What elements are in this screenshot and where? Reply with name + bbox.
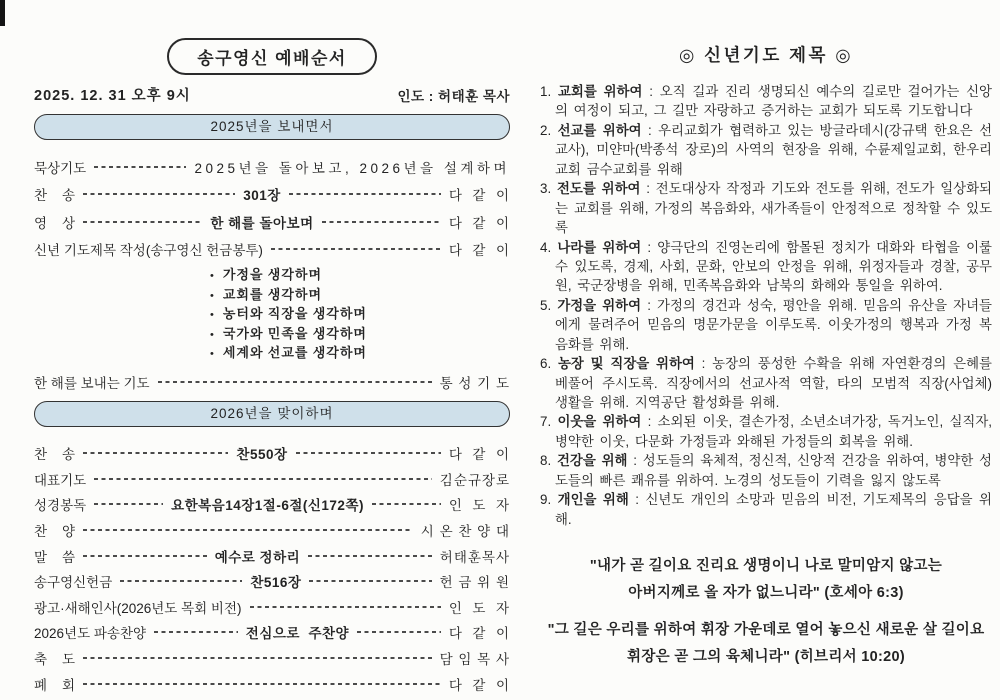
order-item-assignee: 인 도 자 (448, 600, 510, 616)
dash-leader (83, 221, 202, 223)
topic-number: 3. (540, 181, 557, 197)
reflection-bullet (210, 344, 510, 364)
reflection-bullet (210, 266, 510, 286)
order-item-assignee: 다 같 이 (448, 188, 510, 204)
section-banner-2026: 2026년을 맞이하며 (34, 401, 510, 427)
topic-body: : 오직 길과 진리 생명되신 예수의 길로만 걸어가는 신앙의 여정이 되고, 그 길만 자랑하고 증거하는 교회가 되도록 기도합니다 (555, 84, 992, 119)
page-title-text: 송구영신 예배순서 (197, 49, 347, 68)
order-item-detail: 301장 (243, 188, 281, 204)
topic-number: 9. (540, 492, 558, 508)
order-item-label: 2026년도 파송찬양 (34, 626, 147, 642)
topic-number: 7. (540, 414, 558, 430)
order-item (34, 368, 510, 396)
topic-body: : 신년도 개인의 소망과 믿음의 비전, 기도제목의 응답을 위해. (555, 492, 992, 527)
scripture-quote-2 (540, 617, 992, 671)
topic-number: 1. (540, 84, 558, 99)
order-item (34, 236, 510, 264)
dash-leader (250, 606, 441, 608)
prayer-topic (540, 121, 992, 179)
page-title (167, 38, 377, 75)
topic-body: : 가정의 경건과 성숙, 평안을 위해. 믿음의 유산을 자녀들에게 물려주어 믿음의 명문가문을 이루도록. 이웃가정의 행복과 가정 복음화를 위해. (555, 297, 992, 352)
bullet-icon: • (210, 270, 215, 282)
bullet-icon: • (210, 309, 215, 322)
prayer-topic-list (540, 82, 992, 529)
order-item-label: 찬 양 (34, 524, 76, 540)
worship-order-column (34, 38, 510, 696)
dash-leader (120, 580, 242, 582)
order-item-label: 영 상 (34, 215, 76, 231)
bullet-icon: • (210, 328, 215, 341)
prayer-topic (540, 238, 992, 296)
dash-leader (154, 631, 238, 633)
section-banner-2025: 2025년을 보내면서 (34, 114, 510, 140)
bullet-label: 가정을 생각하며 (222, 267, 323, 282)
order-item-assignee: 담 임 목 사 (439, 652, 510, 668)
quote-line: "그 길은 우리를 위하여 휘장 가운데로 열어 놓으신 새로운 살 길이요 (547, 621, 985, 638)
service-datetime: 2025. 12. 31 오후 9시 (34, 88, 191, 104)
order-item-assignee: 다 같 이 (448, 626, 510, 642)
order-item-detail: 예수로 정하리 (214, 549, 301, 565)
topic-number: 5. (540, 297, 558, 313)
reflection-bullet (210, 325, 510, 345)
bullet-icon: • (210, 289, 215, 302)
topic-heading: 나라를 위하여 (557, 239, 642, 255)
prayer-topic (540, 296, 992, 354)
topic-heading: 이웃을 위하여 (557, 414, 642, 430)
topic-body: : 양극단의 진영논리에 함몰된 정치가 대화와 타협을 이룰 수 있도록, 경제, 사회, 문화, 안보의 안정을 위해, 위정자들과 경찰, 공무원, 국군장병을 위해, 민족복음화와 남북의 화해와 통일을 위하여. (555, 239, 992, 294)
dash-leader (94, 166, 186, 168)
order-item (34, 645, 510, 671)
order-item (34, 440, 510, 466)
bullet-label: 국가와 민족을 생각하며 (222, 325, 367, 341)
dash-leader (83, 193, 235, 195)
order-item (34, 568, 510, 594)
bullet-label: 세계와 선교를 생각하며 (222, 345, 367, 361)
order-item-label: 폐 회 (34, 677, 76, 693)
topic-heading: 교회를 위하여 (557, 84, 643, 99)
topic-number: 2. (540, 122, 558, 138)
order-item-label: 신년 기도제목 작성(송구영신 헌금봉투) (34, 243, 263, 259)
topic-body: : 농장의 풍성한 수확을 위해 자연환경의 은혜를 베풀어 주시도록. 직장에서의 선교사적 역할, 타의 모범적 직장(사업체) 생활을 위해. 지역공단 활성화를 위해. (555, 356, 992, 410)
reflection-bullet (210, 305, 510, 325)
order-item-label: 찬 송 (34, 188, 76, 204)
prayer-topics-column (540, 42, 992, 670)
order-item (34, 620, 510, 646)
order-item-assignee: 2025년을 돌아보고, 2026년을 설계하며 (194, 160, 510, 176)
order-item-assignee: 통 성 기 도 (439, 375, 510, 391)
order-item-label: 한 해를 보내는 기도 (34, 375, 150, 391)
order-item (34, 543, 510, 569)
order-item-detail: 한 해를 돌아보며 (210, 215, 314, 231)
order-item-assignee: 다 같 이 (448, 677, 510, 693)
topic-number: 4. (540, 239, 558, 255)
dash-leader (83, 683, 441, 685)
order-item (34, 466, 510, 492)
dash-leader (322, 221, 441, 223)
dash-leader (357, 631, 441, 633)
dash-leader (83, 452, 228, 454)
order-item-assignee: 헌 금 위 원 (439, 575, 510, 591)
topic-body: : 성도들의 육체적, 정신적, 신앙적 건강을 위하여, 병약한 성도들의 빠른 쾌유를 위하여. 노경의 성도들이 기력을 잃지 않도록 (555, 453, 992, 488)
topic-number: 6. (540, 356, 558, 372)
order-item (34, 181, 510, 209)
order-item (34, 208, 510, 236)
prayer-topic (540, 179, 992, 237)
order-item (34, 594, 510, 620)
order-item (34, 671, 510, 697)
order-item-assignee: 김순규장로 (439, 472, 510, 488)
order-list-2025 (34, 153, 510, 263)
order-item-detail: 요한복음14장1절-6절(신172쪽) (171, 498, 364, 514)
order-item-label: 찬 송 (34, 447, 76, 463)
order-item-label: 광고·새해인사(2026년도 목회 비전) (34, 600, 242, 616)
reflection-bullet (210, 286, 510, 306)
order-item (34, 517, 510, 543)
topic-heading: 건강을 위해 (556, 453, 628, 469)
quote-line: "내가 곧 길이요 진리요 생명이니 나로 말미암지 않고는 (589, 558, 943, 575)
order-item-label: 축 도 (34, 652, 76, 668)
order-item-label: 송구영신헌금 (34, 575, 113, 591)
dash-leader (83, 529, 413, 531)
dash-leader (94, 478, 432, 480)
order-item-assignee: 시 온 찬 양 대 (420, 524, 510, 540)
prayer-topic (540, 82, 992, 121)
dash-leader (94, 503, 163, 505)
order-item-label: 말 씀 (34, 549, 76, 565)
topic-heading: 선교를 위하여 (557, 122, 642, 138)
order-item-assignee: 다 같 이 (448, 215, 510, 231)
order-item-assignee: 다 같 이 (448, 243, 510, 259)
topic-body: : 우리교회가 협력하고 있는 방글라데시(강규택 한요은 선교사), 미얀마(박종석 장로)의 사역의 현장을 위해, 수륜제일교회, 한우리교회 금수교회를 위해 (555, 122, 993, 177)
topic-heading: 개인을 위해 (557, 492, 629, 508)
dash-leader (271, 248, 441, 250)
order-item-label: 대표기도 (34, 472, 87, 488)
topic-body: : 소외된 이웃, 결손가정, 소년소녀가장, 독거노인, 실직자, 병약한 이웃, 다문화 가정들과 와해된 가정들의 회복을 위해. (555, 414, 992, 449)
scan-edge-mark (0, 0, 5, 26)
topic-body: : 전도대상자 작정과 기도와 전도를 위해, 전도가 일상화되는 교회를 위해, 가정의 복음화와, 새가족들이 안정적으로 정착할 수 있도록 (555, 181, 992, 236)
topic-heading: 전도를 위하여 (557, 181, 641, 197)
topic-number: 8. (540, 453, 557, 469)
quote-line: 아버지께로 올 자가 없느니라" (호세아 6:3) (628, 584, 904, 601)
order-item (34, 492, 510, 518)
dash-leader (158, 381, 432, 383)
service-meta (34, 84, 510, 105)
prayer-topic (540, 451, 992, 490)
order-item-label: 묵상기도 (34, 160, 87, 176)
prayer-topic (540, 412, 992, 451)
bullet-label: 농터와 직장을 생각하며 (222, 306, 367, 322)
scripture-quote-1 (540, 553, 992, 607)
topic-heading: 농장 및 직장을 위하여 (557, 356, 695, 372)
dash-leader (83, 555, 207, 557)
reflection-bullet-list (210, 266, 510, 364)
order-item-detail: 전심으로 주찬양 (245, 626, 350, 642)
order-item-label: 성경봉독 (34, 498, 87, 514)
dash-leader (289, 193, 441, 195)
prayer-topics-title: ◎ 신년기도 제목 ◎ (678, 45, 854, 65)
dash-leader (83, 657, 431, 659)
topic-heading: 가정을 위하여 (557, 297, 642, 313)
bullet-icon: • (210, 348, 215, 361)
order-item (34, 153, 510, 181)
quote-line: 휘장은 곧 그의 육체니라" (히브리서 10:20) (627, 648, 905, 665)
bullet-label: 교회를 생각하며 (222, 286, 323, 302)
closing-prayer-row (34, 368, 510, 396)
dash-leader (372, 503, 441, 505)
service-leader: 인도 : 허태훈 목사 (397, 89, 510, 104)
prayer-topic (540, 490, 992, 529)
dash-leader (296, 452, 441, 454)
dash-leader (309, 580, 431, 582)
dash-leader (308, 555, 432, 557)
order-item-assignee: 다 같 이 (448, 447, 510, 463)
order-item-assignee: 허태훈목사 (439, 549, 510, 565)
order-item-assignee: 인 도 자 (448, 498, 511, 514)
order-list-2026 (34, 440, 510, 696)
order-item-detail: 찬550장 (236, 447, 288, 463)
prayer-topic (540, 354, 992, 412)
order-item-detail: 찬516장 (250, 575, 302, 591)
